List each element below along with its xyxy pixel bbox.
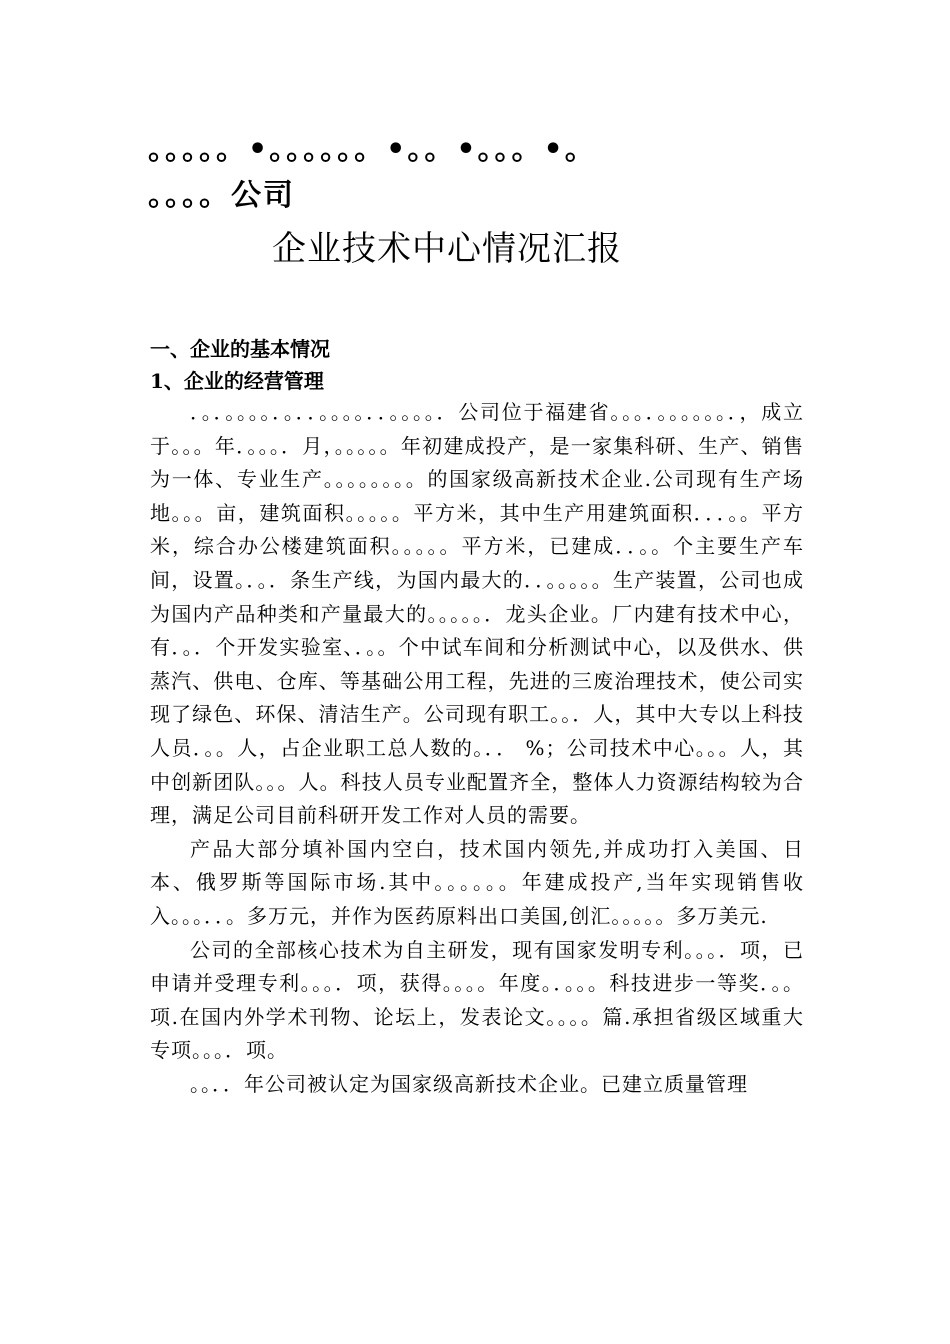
document-title: 企业技术中心情况汇报 <box>272 229 622 269</box>
paragraph-core-technology: 公司的全部核心技术为自主研发，现有国家发明专利。。。．项，已申请并受理专利。。。．项，获得。。。。年度。．。。。科技进步一等奖．。。项.在国内外学术刊物、论坛上，发表论文。。。。篇.承担省级区域重大专项。。。．项。 <box>150 937 804 1063</box>
body-text <box>150 396 804 1101</box>
section-heading: 一、企业的基本情况 <box>150 337 330 361</box>
subsection-heading: 1、企业的经营管理 <box>150 369 324 393</box>
company-name-line-1: 。。。。。•。。。。。。•。。•。。。•。 <box>148 132 597 167</box>
company-name-line-2: 。。。。公司 <box>148 178 295 213</box>
paragraph-certification: 。。．．年公司被认定为国家级高新技术企业。已建立质量管理 <box>190 1071 748 1096</box>
paragraph-products: 产品大部分填补国内空白，技术国内领先,并成功打入美国、日本、俄罗斯等国际市场.其中。。。。。。年建成投产,当年实现销售收入。。。．．。多万元，并作为医药原料出口美国,创汇。。。。。多万美元. <box>150 836 804 928</box>
paragraph-company-overview: ．。．。。。。．。．．。。。。．．。。。。．公司位于福建省。。。．。。。。。。．，成立于。。。年．。。。．月，。。。。。年初建成投产，是一家集科研、生产、销售为一体、专业生产。。。。。。。。的国家级高新技术企业.公司现有生产场地。。。亩，建筑面积。。。。。平方米，其中生产用建筑面积．．．。。平方米，综合办公楼建筑面积。。。。。平方米，已建成．．。。个主要生产车间，设置。．。．条生产线，为国内最大的．．。。。。。生产装置，公司也成为国内产品种类和产量最大的。。。。。．龙头企业。厂内建有技术中心，有．。．个开发实验室、．。。个中试车间和分析测试中心，以及供水、供蒸汽、供电、仓库、等基础公用工程，先进的三废治理技术，使公司实现了绿色、环保、清洁生产。公司现有职工。。．人，其中大专以上科技人员．。。人，占企业职工总人数的。．． %；公司技术中心。。。人，其中创新团队。。。人。科技人员专业配置齐全，整体人力资源结构较为合理，满足公司目前科研开发工作对人员的需要。 <box>150 400 804 828</box>
